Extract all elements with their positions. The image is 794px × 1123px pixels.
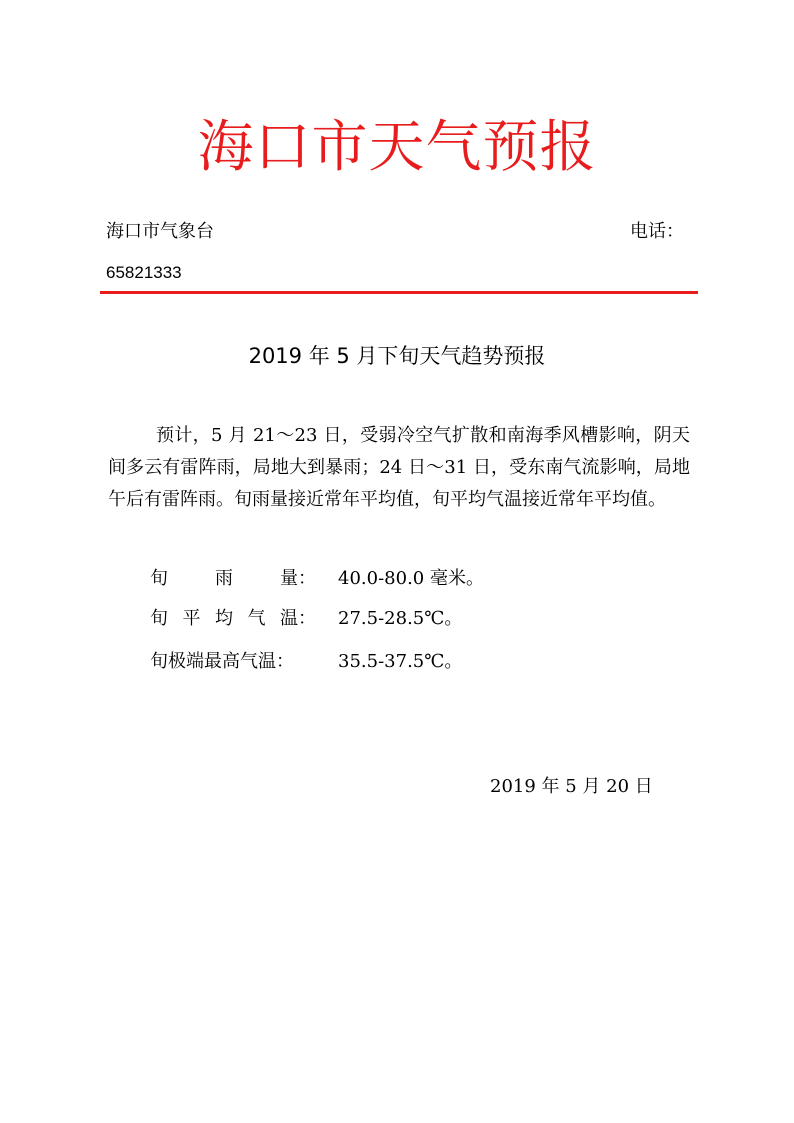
phone-label: 电话：	[630, 221, 684, 242]
stat-label-char: 雨	[215, 568, 233, 589]
stat-label-char: 均	[215, 608, 233, 629]
stat-label-char: 温：	[280, 608, 316, 629]
red-divider	[100, 291, 698, 294]
stat-label-char: 平	[182, 608, 201, 629]
issue-date: 2019 年 5 月 20 日	[490, 776, 653, 797]
bulletin-title: 2019 年 5 月下旬天气趋势预报	[248, 344, 546, 368]
phone-number: 65821333	[106, 263, 182, 282]
stat-label-char: 旬	[150, 568, 168, 589]
stat-value-max-temp: 35.5-37.5℃。	[338, 651, 463, 672]
stat-label-char: 量：	[280, 568, 316, 589]
stat-label-avg-temp	[150, 604, 316, 634]
stat-value-avg-temp: 27.5-28.5℃。	[338, 608, 463, 629]
masthead-title: 海口市天气预报	[197, 115, 597, 180]
stat-label-rainfall	[150, 564, 316, 594]
stat-label-char: 旬	[150, 608, 168, 629]
bulletin-body: 预计，5 月 21～23 日，受弱冷空气扩散和南海季风槽影响，阴天间多云有雷阵雨，局地大到暴雨；24 日～31 日，受东南气流影响，局地午后有雷阵雨。旬雨量接近常年平均值，旬平均气温接近常年平均值。	[108, 425, 690, 510]
stat-value-rainfall: 40.0-80.0 毫米。	[338, 568, 484, 589]
stat-row-rainfall	[150, 564, 670, 594]
stat-label-char: 气	[247, 608, 266, 629]
stat-row-max-temp	[150, 647, 670, 677]
stat-row-avg-temp	[150, 604, 670, 634]
stat-label-char: 旬极端最高气温：	[150, 651, 294, 672]
stat-label-max-temp	[150, 647, 316, 677]
organization-name: 海口市气象台	[106, 221, 214, 242]
